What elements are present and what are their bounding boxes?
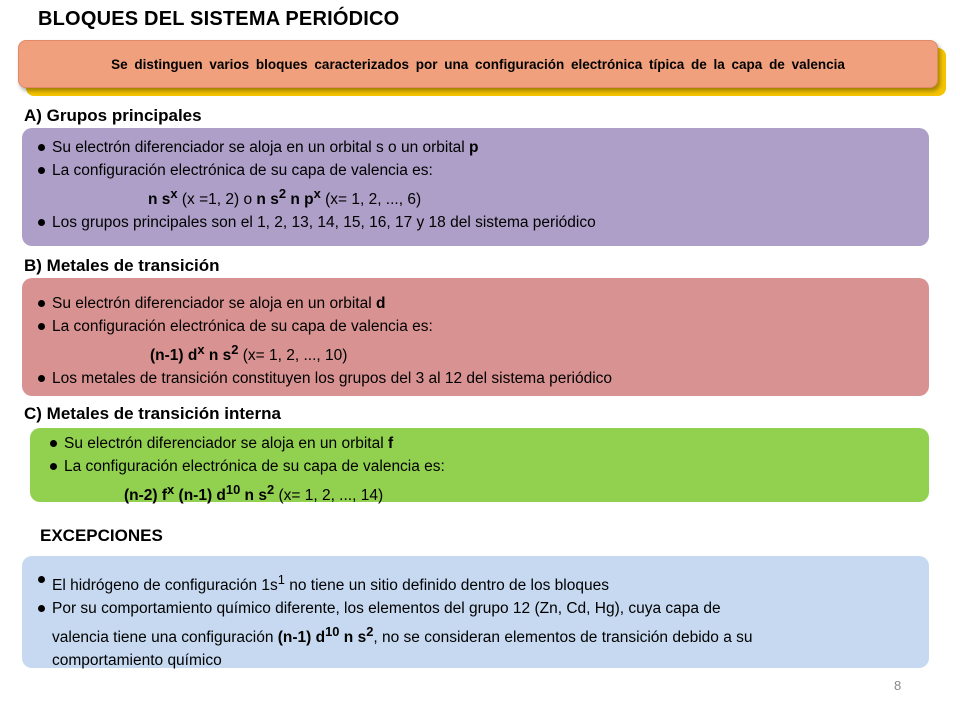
section-a-heading: A) Grupos principales — [24, 106, 202, 125]
exceptions-heading: EXCEPCIONES — [40, 526, 163, 545]
list-item: Su electrón diferenciador se aloja en un orbital d — [34, 292, 929, 315]
list-item: Los metales de transición constituyen los grupos del 3 al 12 del sistema periódico — [34, 367, 929, 390]
intro-banner — [18, 40, 938, 88]
formula-line: n $s^x$ (x =1, 2) o n $s^2$ n $p^x$ (x= 1, 2, ..., 6) — [148, 186, 422, 209]
list-item: Por su comportamiento químico diferente, los elementos del grupo 12 (Zn, Cd, Hg), cuya capa de — [34, 597, 929, 620]
list-item: Los grupos principales son el 1, 2, 13, 14, 15, 16, 17 y 18 del sistema periódico — [34, 211, 929, 234]
exceptions-box — [22, 556, 929, 668]
section-b-heading: B) Metales de transición — [24, 256, 220, 275]
formula-line: (n-1) $d^x$ n $s^2$ (x= 1, 2, ..., 10) — [150, 342, 348, 365]
list-item: Su electrón diferenciador se aloja en un orbital f — [46, 432, 929, 455]
list-item-continuation: comportamiento químico — [52, 652, 222, 670]
list-item: La configuración electrónica de su capa de valencia es: — [34, 159, 929, 182]
banner-text: Se distinguen varios bloques caracterizados por una configuración electrónica típica de la capa de valencia — [111, 56, 845, 72]
section-a-box — [22, 128, 929, 246]
section-c-box — [30, 428, 929, 505]
list-item-continuation: valencia tiene una configuración (n-1) $d^{10}$ n $s^2$, no se consideran elementos de transición debido a su — [52, 624, 753, 647]
section-b-box — [22, 278, 929, 396]
formula-line: (n-2) $f^x$ (n-1) $d^{10}$ n $s^2$ (x= 1, 2, ..., 14) — [124, 482, 384, 505]
list-item: La configuración electrónica de su capa de valencia es: — [34, 315, 929, 338]
page-number: 8 — [894, 678, 902, 693]
page-title: BLOQUES DEL SISTEMA PERIÓDICO — [38, 8, 400, 30]
section-c-heading: C) Metales de transición interna — [24, 404, 281, 423]
list-item: El hidrógeno de configuración $1s^1$ no tiene un sitio definido dentro de los bloques — [34, 568, 929, 597]
list-item: La configuración electrónica de su capa de valencia es: — [46, 455, 929, 478]
list-item: Su electrón diferenciador se aloja en un orbital s o un orbital p — [34, 136, 929, 159]
